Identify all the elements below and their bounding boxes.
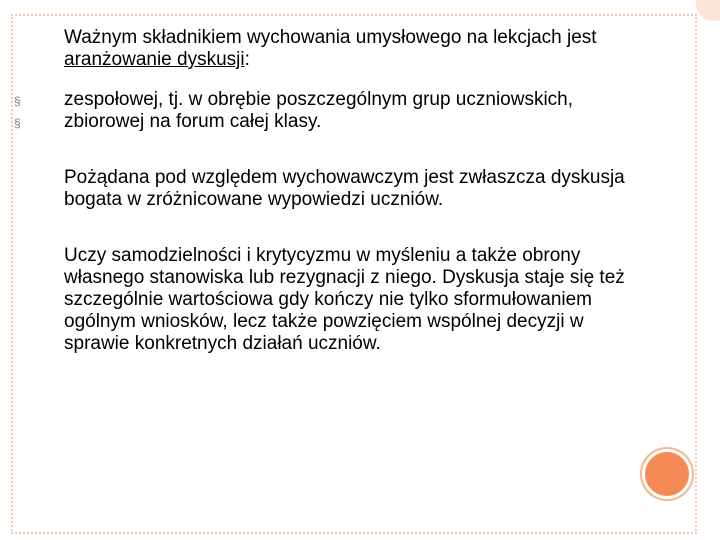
decorative-circle-bottom <box>642 449 692 499</box>
paragraph-2: Pożądana pod względem wychowawczym jest zwłaszcza dyskusja bogata w zróżnicowane wypowiedzi uczniów. <box>64 167 625 210</box>
paragraph-3: Uczy samodzielności i krytycyzmu w myśleniu a także obrony własnego stanowiska lub rezygnacji z niego. Dyskusja staje się też szczególnie wartościowa gdy kończy nie tylko sformułowaniem ogólnym wniosków, lecz także powzięciem wspólnej decyzji w sprawie konkretnych działań uczniów. <box>64 245 625 354</box>
list-item <box>14 89 654 111</box>
intro-text: Ważnym składnikiem wychowania umysłowego na lekcjach jest <box>64 27 597 48</box>
list-item <box>14 111 654 133</box>
bullet-text: zespołowej, tj. w obrębie poszczególnym grup uczniowskich, <box>64 89 574 110</box>
square-bullet-icon: § <box>14 116 21 130</box>
intro-underlined-term: aranżowanie dyskusji <box>64 49 245 70</box>
slide-content <box>14 27 654 355</box>
square-bullet-icon: § <box>14 94 21 108</box>
decorative-circle-top <box>696 0 720 21</box>
intro-end: : <box>244 49 250 70</box>
bullet-list <box>14 89 654 133</box>
intro-paragraph <box>64 27 654 71</box>
bullet-text: zbiorowej na forum całej klasy. <box>64 111 322 132</box>
